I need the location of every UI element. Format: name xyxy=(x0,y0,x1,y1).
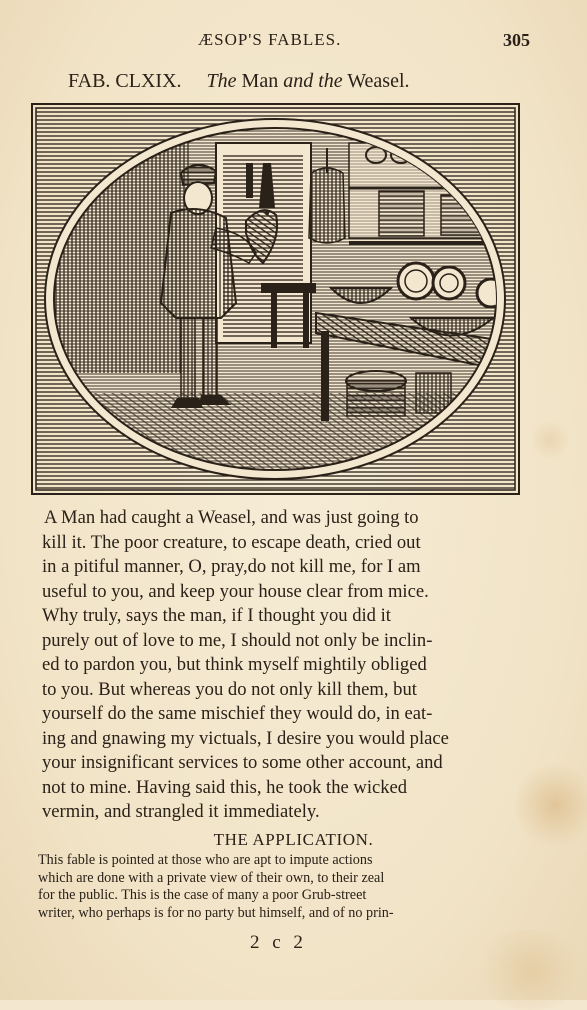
body-line: A Man had caught a Weasel, and was just going to xyxy=(44,507,419,528)
body-line: your insignificant services to some other account, and xyxy=(42,752,443,773)
application-body xyxy=(38,852,528,922)
body-line: ing and gnawing my victuals, I desire you would place xyxy=(42,727,449,749)
body-line: Why truly, says the man, if I thought you did it xyxy=(42,605,391,626)
application-heading: THE APPLICATION. xyxy=(213,830,374,849)
body-line: purely out of love to me, I should not only be inclin- xyxy=(42,629,433,651)
page-number: 305 xyxy=(503,30,530,50)
fable-title-part: and the xyxy=(283,70,343,92)
body-line: yourself do the same mischief they would do, in eat- xyxy=(42,703,433,724)
fable-title xyxy=(68,70,410,93)
running-head-title: ÆSOP'S FABLES. xyxy=(198,30,342,49)
body-line: ed to pardon you, but think myself mightily obliged xyxy=(42,654,427,675)
running-head xyxy=(0,30,587,54)
body-line: to you. But whereas you do not only kill them, but xyxy=(42,678,417,700)
signature-mark: 2 c 2 xyxy=(250,932,307,953)
body-line: useful to you, and keep your house clear from mice. xyxy=(42,580,429,602)
fable-title-part: The xyxy=(206,70,237,92)
body-line: not to mine. Having said this, he took the wicked xyxy=(42,776,408,798)
woodcut-illustration xyxy=(31,103,520,495)
fable-title-part: Weasel. xyxy=(347,70,410,92)
paper-stain xyxy=(470,930,587,1010)
application-line: which are done with a private view of their own, to their zeal xyxy=(38,869,385,886)
fable-number: FAB. CLXIX. xyxy=(68,70,182,92)
application-line: writer, who perhaps is for no party but himself, and of no prin- xyxy=(38,904,394,921)
fable-body xyxy=(42,506,532,825)
woodcut-man-weasel-icon xyxy=(31,103,520,495)
body-line: kill it. The poor creature, to escape death, cried out xyxy=(42,531,421,553)
body-line: vermin, and strangled it immediately. xyxy=(42,801,320,822)
application-line: for the public. This is the case of many a poor Grub-street xyxy=(38,887,367,904)
application-line: This fable is pointed at those who are apt to impute actions xyxy=(38,852,373,868)
paper-stain xyxy=(530,420,570,460)
body-line: in a pitiful manner, O, pray,do not kill me, for I am xyxy=(42,556,421,577)
fable-title-part: Man xyxy=(241,70,279,92)
